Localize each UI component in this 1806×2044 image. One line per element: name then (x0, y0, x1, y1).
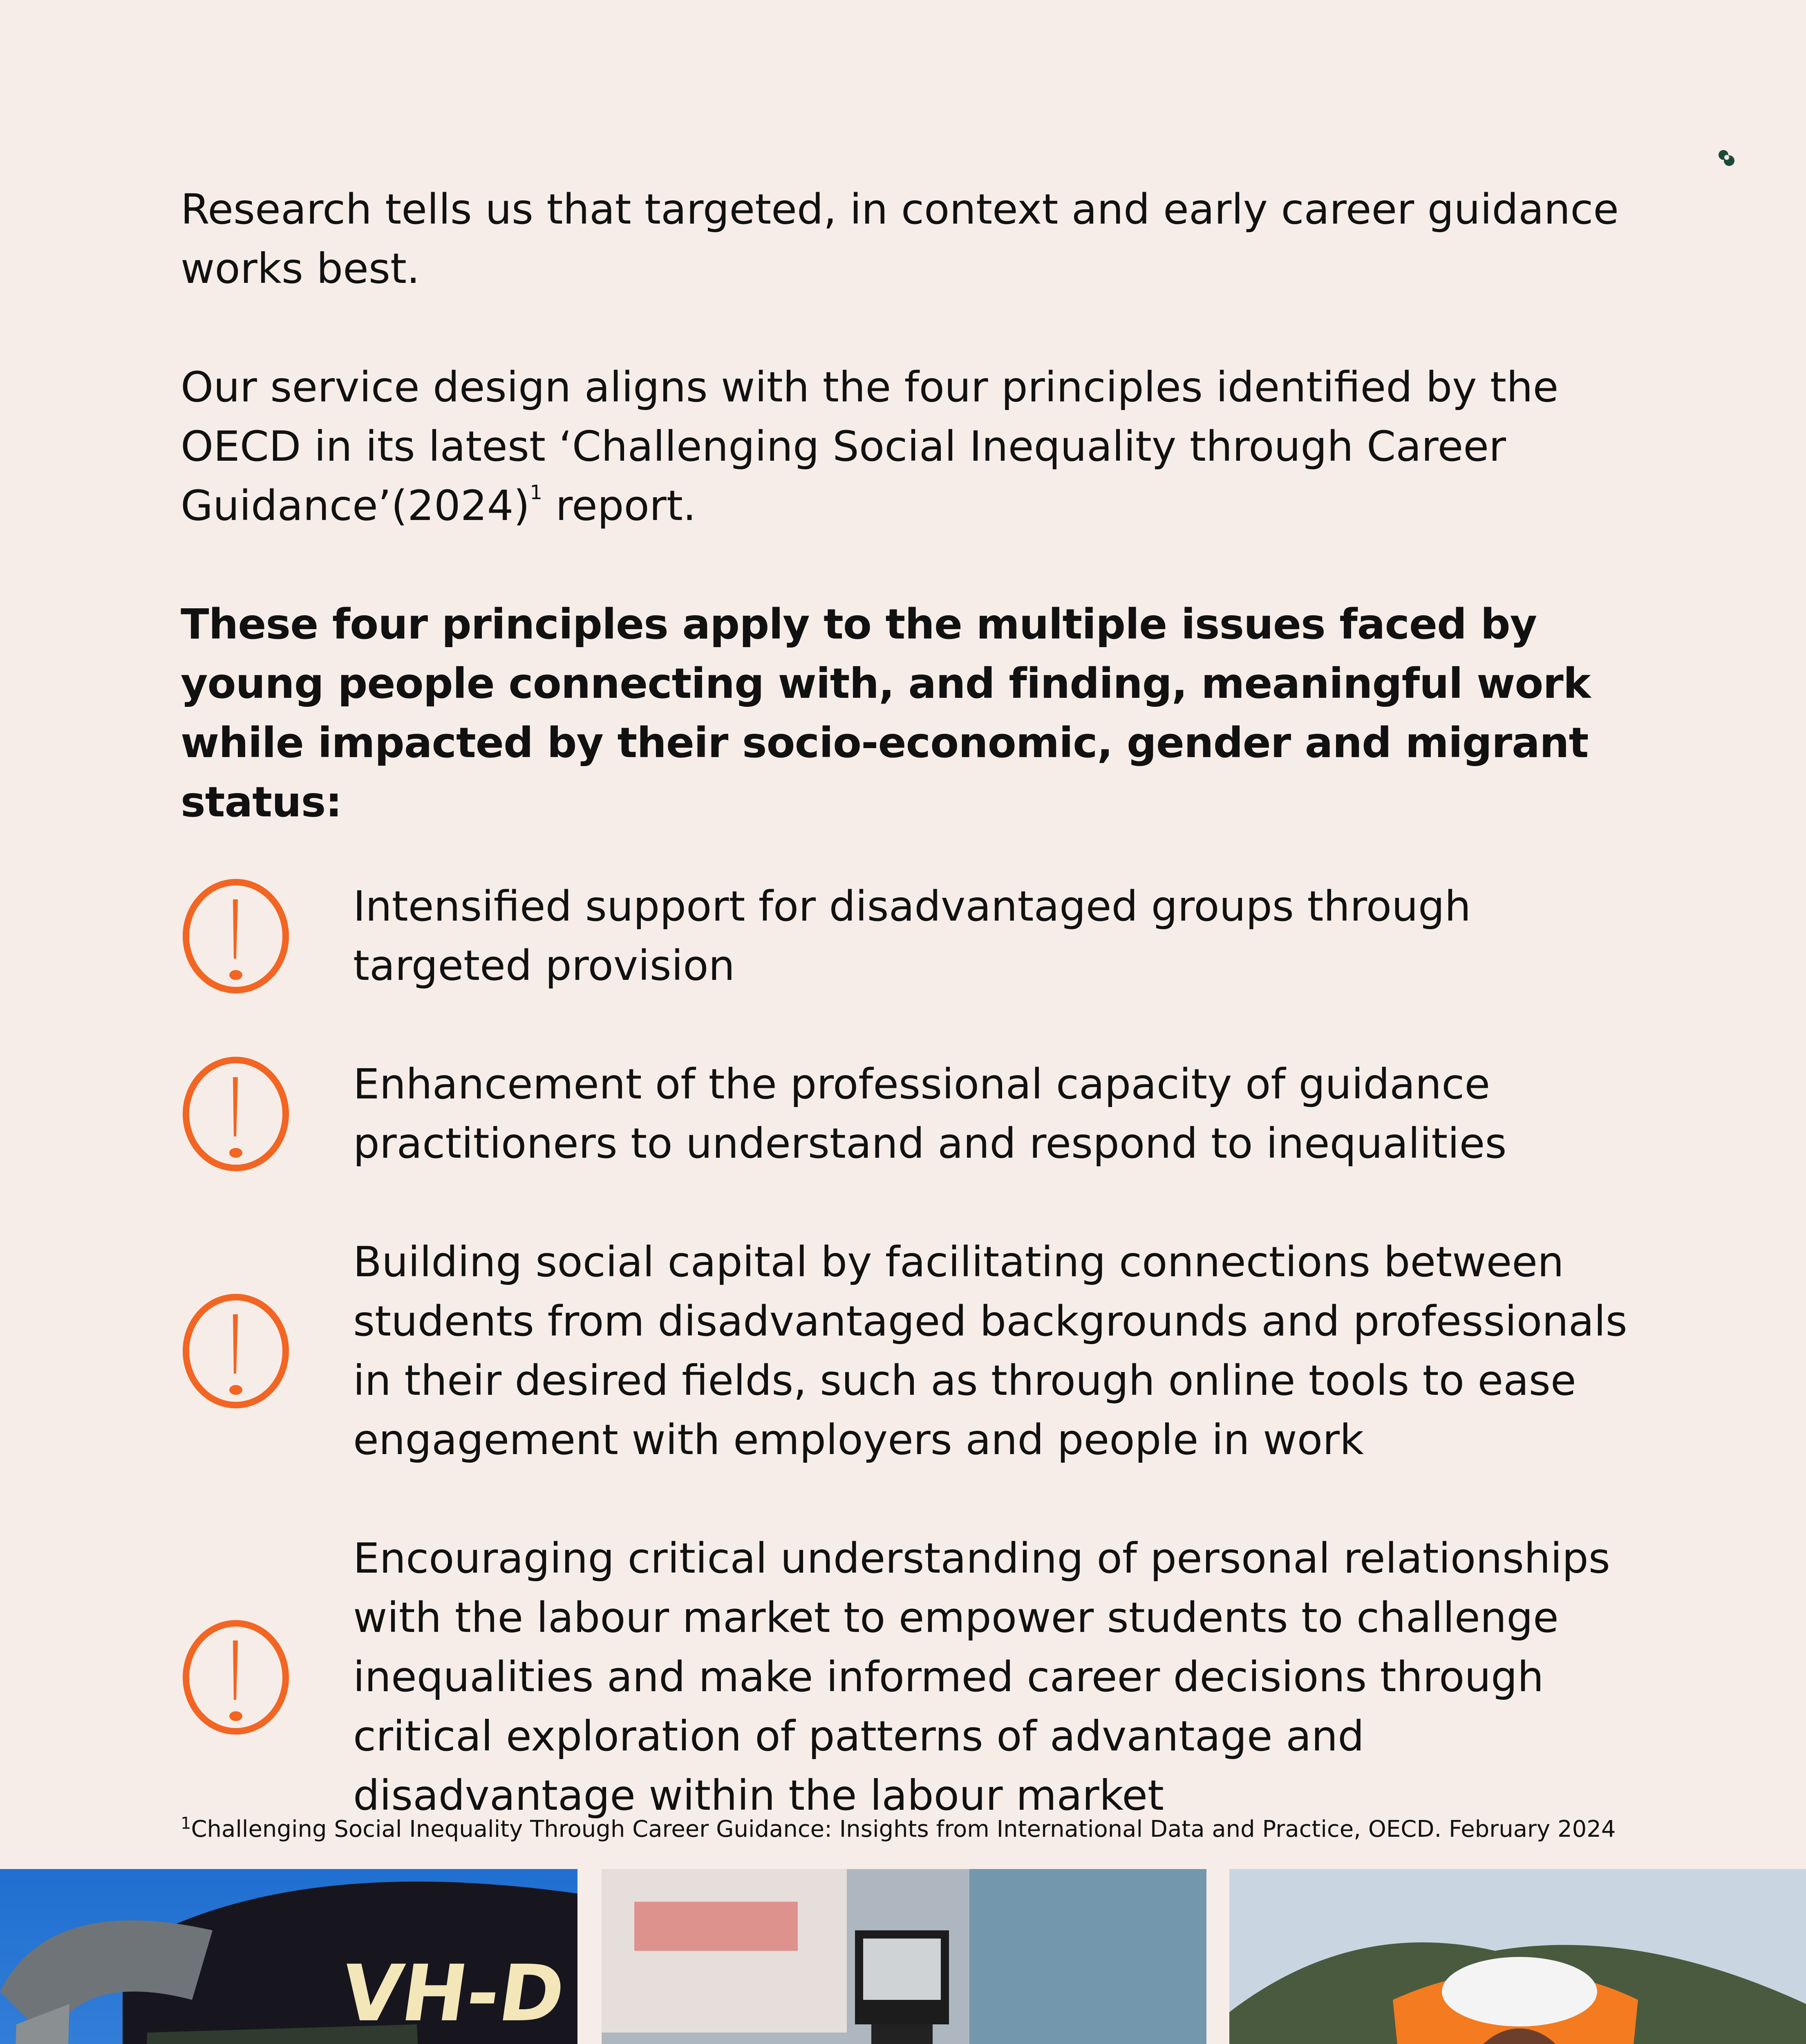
footnote-reference[interactable]: 1 (530, 481, 542, 504)
exclamation-circle-icon (181, 1055, 295, 1173)
helicopter-registration: VH-D (336, 1948, 571, 2039)
oecd-paragraph (181, 358, 1636, 536)
principle-text: Intensified support for disadvantaged groups through targeted provision (353, 882, 1471, 990)
footnote (181, 1815, 1616, 1844)
oecd-paragraph-end: report. (542, 482, 696, 530)
principles-list (181, 877, 1636, 1825)
principle-item (181, 1233, 1636, 1470)
exclamation-circle-icon (181, 877, 295, 995)
exclamation-circle-icon (181, 1292, 295, 1410)
oecd-paragraph-text: Our service design aligns with the four principles identified by the OECD in its latest ‘Challenging Social Inequality through Career Guidance’(2024) (181, 363, 1559, 530)
photo-helicopter-pilot (0, 1869, 577, 2044)
photo-strip (0, 1869, 1806, 2044)
principle-item (181, 1529, 1636, 1825)
photo-roadtek-worker (1229, 1869, 1806, 2044)
photo-police-photographer (602, 1869, 1206, 2044)
principle-text: Building social capital by facilitating connections between students from disadvantaged backgrounds and professionals in their desired fields, such as through online tools to ease engagement with employers and people in work (353, 1238, 1627, 1464)
principle-item (181, 1055, 1636, 1173)
main-content (181, 180, 1636, 1885)
footnote-text: Challenging Social Inequality Through Career Guidance: Insights from International Data and Practice, OECD. February 2024 (191, 1816, 1616, 1842)
exclamation-circle-icon (181, 1618, 295, 1737)
brand-logo-icon (1714, 145, 1739, 170)
principle-text: Encouraging critical understanding of personal relationships with the labour market to empower students to challenge inequalities and make informed career decisions through critical exploration of patterns of advantage and disadvantage within the labour market (353, 1534, 1610, 1820)
principles-statement: These four principles apply to the multiple issues faced by young people connecting with, and finding, meaningful work while impacted by their socio-economic, gender and migrant status: (181, 600, 1591, 827)
intro-paragraph: Research tells us that targeted, in context and early career guidance works best. (181, 185, 1619, 293)
principle-item (181, 877, 1636, 995)
principle-text: Enhancement of the professional capacity of guidance practitioners to understand and respond to inequalities (353, 1060, 1507, 1168)
footnote-marker: 1 (181, 1814, 191, 1833)
